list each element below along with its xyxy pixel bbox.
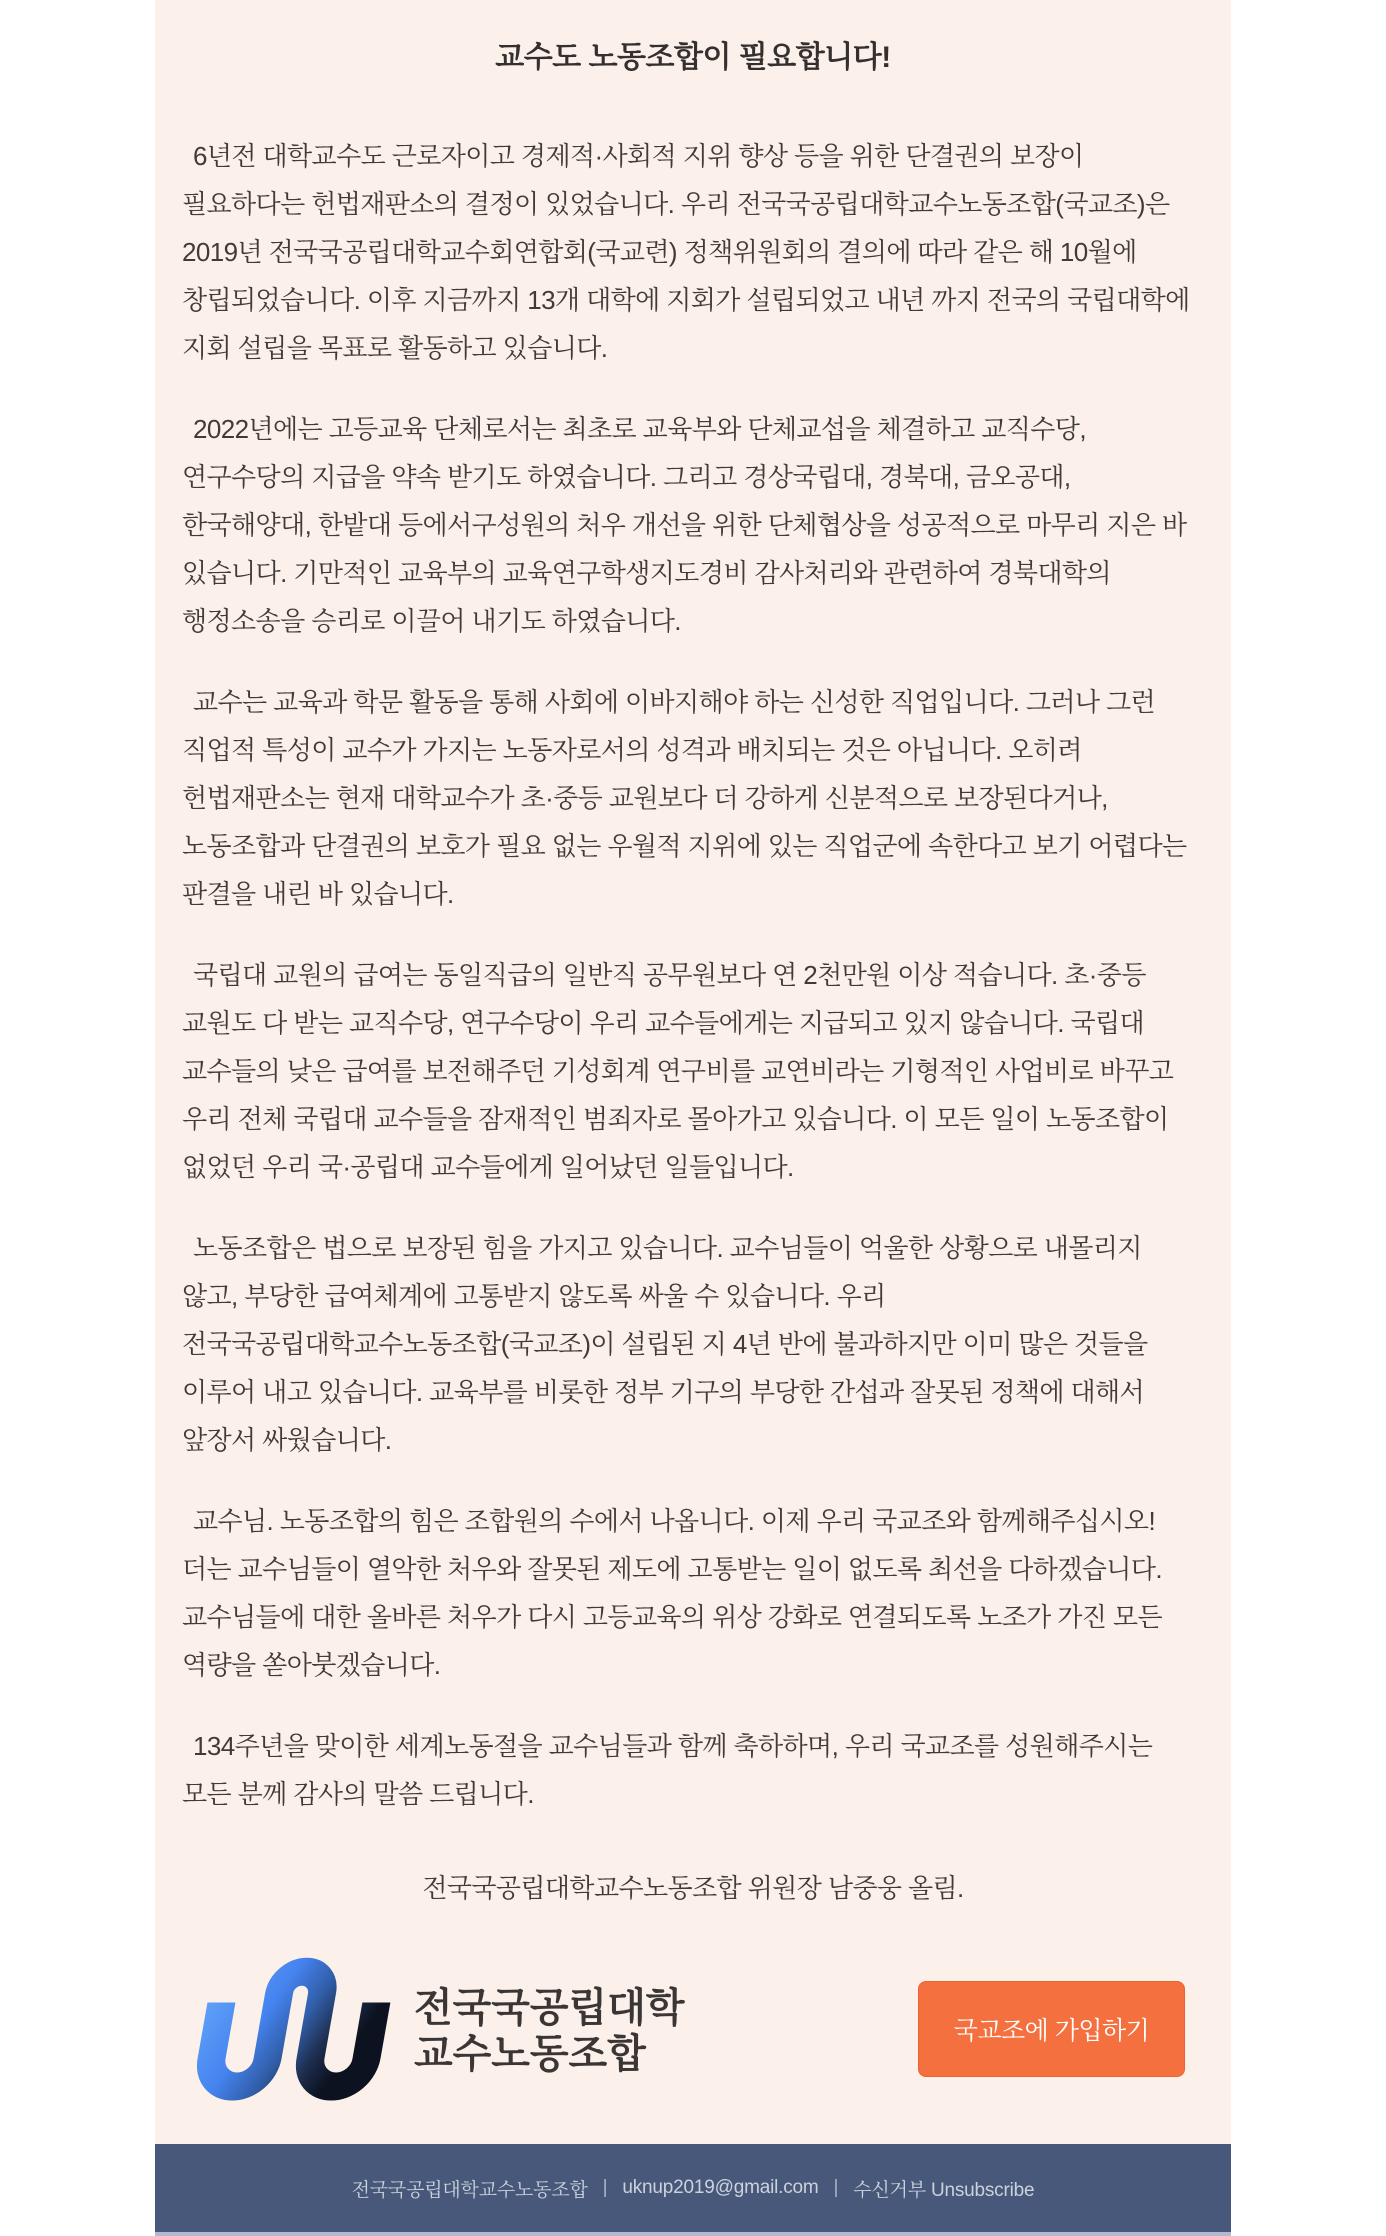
footer-org-name: 전국국공립대학교수노동조합 <box>351 2179 588 2201</box>
paragraph: 국립대 교원의 급여는 동일직급의 일반직 공무원보다 연 2천만원 이상 적습니다. 초·중등 교원도 다 받는 교직수당, 연구수당이 우리 교수들에게는 지급되고 있지 않습니다. 국립대 교수들의 낮은 급여를 보전해주던 기성회계 연구비를 교연비라는 기형적인 사업비로 바꾸고 우리 전체 국립대 교수들을 잠재적인 범죄자로 몰아가고 있습니다. 이 모든 일이 노동조합이 없었던 우리 국·공립대 교수들에게 일어났던 일들입니다. <box>182 960 1174 1182</box>
double-u-logo-icon <box>188 1954 398 2108</box>
paragraph: 134주년을 맞이한 세계노동절을 교수님들과 함께 축하하며, 우리 국교조를 성원해주시는 모든 분께 감사의 말씀 드립니다. <box>182 1731 1153 1809</box>
logo-and-cta-row <box>155 1912 1231 2108</box>
org-name-line1: 전국국공립대학 <box>414 1986 685 2030</box>
org-name-line2: 교수노동조합 <box>414 2032 646 2076</box>
unsubscribe-link[interactable]: 수신거부 Unsubscribe <box>853 2179 1035 2201</box>
join-union-button[interactable]: 국교조에 가입하기 <box>918 1981 1185 2077</box>
footer-email-link[interactable]: uknup2019@gmail.com <box>622 2177 819 2198</box>
org-logo <box>188 1954 684 2108</box>
paragraph: 노동조합은 법으로 보장된 힘을 가지고 있습니다. 교수님들이 억울한 상황으로 내몰리지 않고, 부당한 급여체계에 고통받지 않도록 싸울 수 있습니다. 우리 전국국공립대학교수노동조합(국교조)이 설립된 지 4년 반에 불과하지만 이미 많은 것들을 이루어 내고 있습니다. 교육부를 비롯한 정부 기구의 부당한 간섭과 잘못된 정책에 대해서 앞장서 싸웠습니다. <box>182 1233 1148 1455</box>
footer-bar <box>155 2144 1231 2236</box>
paragraph: 교수님. 노동조합의 힘은 조합원의 수에서 나옵니다. 이제 우리 국교조와 함께해주십시오! 더는 교수님들이 열악한 처우와 잘못된 제도에 고통받는 일이 없도록 최선을 다하겠습니다. 교수님들에 대한 올바른 처우가 다시 고등교육의 위상 강화로 연결되도록 노조가 가진 모든 역량을 쏟아붓겠습니다. <box>182 1506 1162 1680</box>
paragraph: 2022년에는 고등교육 단체로서는 최초로 교육부와 단체교섭을 체결하고 교직수당, 연구수당의 지급을 약속 받기도 하였습니다. 그리고 경상국립대, 경북대, 금오공대, 한국해양대, 한밭대 등에서구성원의 처우 개선을 위한 단체협상을 성공적으로 마무리 지은 바 있습니다. 기만적인 교육부의 교육연구학생지도경비 감사처리와 관련하여 경북대학의 행정소송을 승리로 이끌어 내기도 하였습니다. <box>182 414 1187 636</box>
page-title: 교수도 노동조합이 필요합니다! <box>495 41 891 74</box>
paragraph: 교수는 교육과 학문 활동을 통해 사회에 이바지해야 하는 신성한 직업입니다. 그러나 그런 직업적 특성이 교수가 가지는 노동자로서의 성격과 배치되는 것은 아닙니다. 오히려 헌법재판소는 현재 대학교수가 초·중등 교원보다 더 강하게 신분적으로 보장된다거나, 노동조합과 단결권의 보호가 필요 없는 우월적 지위에 있는 직업군에 속한다고 보기 어렵다는 판결을 내린 바 있습니다. <box>182 687 1187 909</box>
footer-separator: | <box>602 2177 608 2198</box>
signature-line: 전국국공립대학교수노동조합 위원장 남중웅 올림. <box>422 1873 964 1903</box>
paragraph: 6년전 대학교수도 근로자이고 경제적·사회적 지위 향상 등을 위한 단결권의 보장이 필요하다는 헌법재판소의 결정이 있었습니다. 우리 전국국공립대학교수노동조합(국교조)은 2019년 전국국공립대학교수회연합회(국교련) 정책위원회의 결의에 따라 같은 해 10월에 창립되었습니다. 이후 지금까지 13개 대학에 지회가 설립되었고 내년 까지 전국의 국립대학에 지회 설립을 목표로 활동하고 있습니다. <box>182 141 1190 363</box>
email-content-card <box>155 0 1231 2144</box>
footer-separator: | <box>833 2177 839 2198</box>
org-logo-text <box>414 1985 684 2077</box>
letter-body <box>155 132 1231 1912</box>
